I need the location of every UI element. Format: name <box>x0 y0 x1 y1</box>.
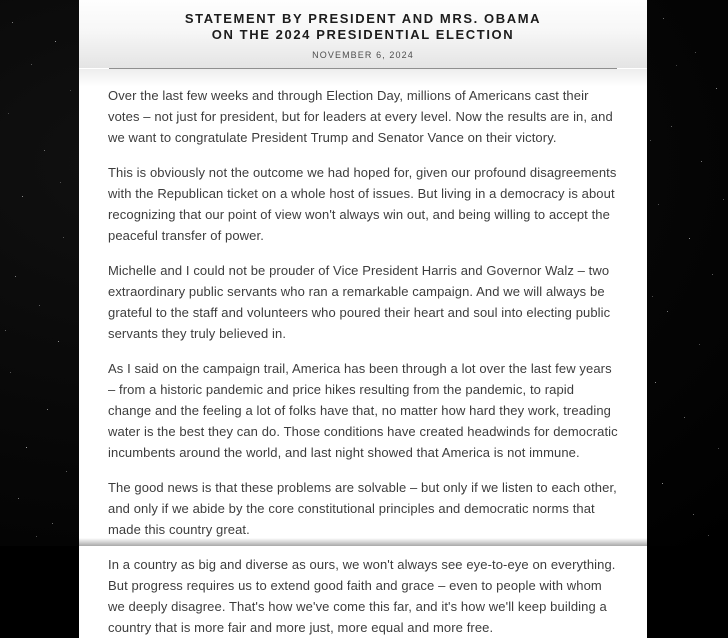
statement-body <box>79 69 647 638</box>
statement-title-line2: ON THE 2024 PRESIDENTIAL ELECTION <box>211 27 515 42</box>
statement-date: NOVEMBER 6, 2024 <box>312 50 414 60</box>
statement-paragraph: In a country as big and diverse as ours, we won't always see eye-to-eye on everything. But progress requires us to extend good faith and grace – even to people with whom we deeply disagree. That's how we've come this far, and it's how we'll keep building a country that is more fair and more just, more equal and more free. <box>108 557 616 635</box>
statement-paragraph: This is obviously not the outcome we had hoped for, given our profound disagreements with the Republican ticket on a whole host of issues. But living in a democracy is about recognizing that our point of view won't always win out, and being willing to accept the peaceful transfer of power. <box>108 165 617 243</box>
paper-bottom-fade <box>79 538 647 546</box>
background-noise-speckles <box>0 0 1 1</box>
statement-paragraph: Michelle and I could not be prouder of Vice President Harris and Governor Walz – two extraordinary public servants who ran a remarkable campaign. And we will always be grateful to the staff and volunteers who poured their heart and soul into electing public servants they truly believed in. <box>108 263 611 341</box>
statement-document <box>79 0 647 635</box>
statement-title-line1: STATEMENT BY PRESIDENT AND MRS. OBAMA <box>184 11 542 26</box>
statement-paragraph: Over the last few weeks and through Election Day, millions of Americans cast their votes – not just for president, but for leaders at every level. Now the results are in, and we want to congratulate President Trump and Senator Vance on their victory. <box>108 88 613 145</box>
statement-paragraph: The good news is that these problems are solvable – but only if we listen to each other, and only if we abide by the core constitutional principles and democratic norms that made this country great. <box>108 480 617 537</box>
statement-header <box>79 0 647 68</box>
statement-paragraph: As I said on the campaign trail, America has been through a lot over the last few years – from a historic pandemic and price hikes resulting from the pandemic, to rapid change and the feeling a lot of folks have that, no matter how hard they work, treading water is the best they can do. Those conditions have created headwinds for democratic incumbents around the world, and last night showed that America is not immune. <box>108 361 618 460</box>
